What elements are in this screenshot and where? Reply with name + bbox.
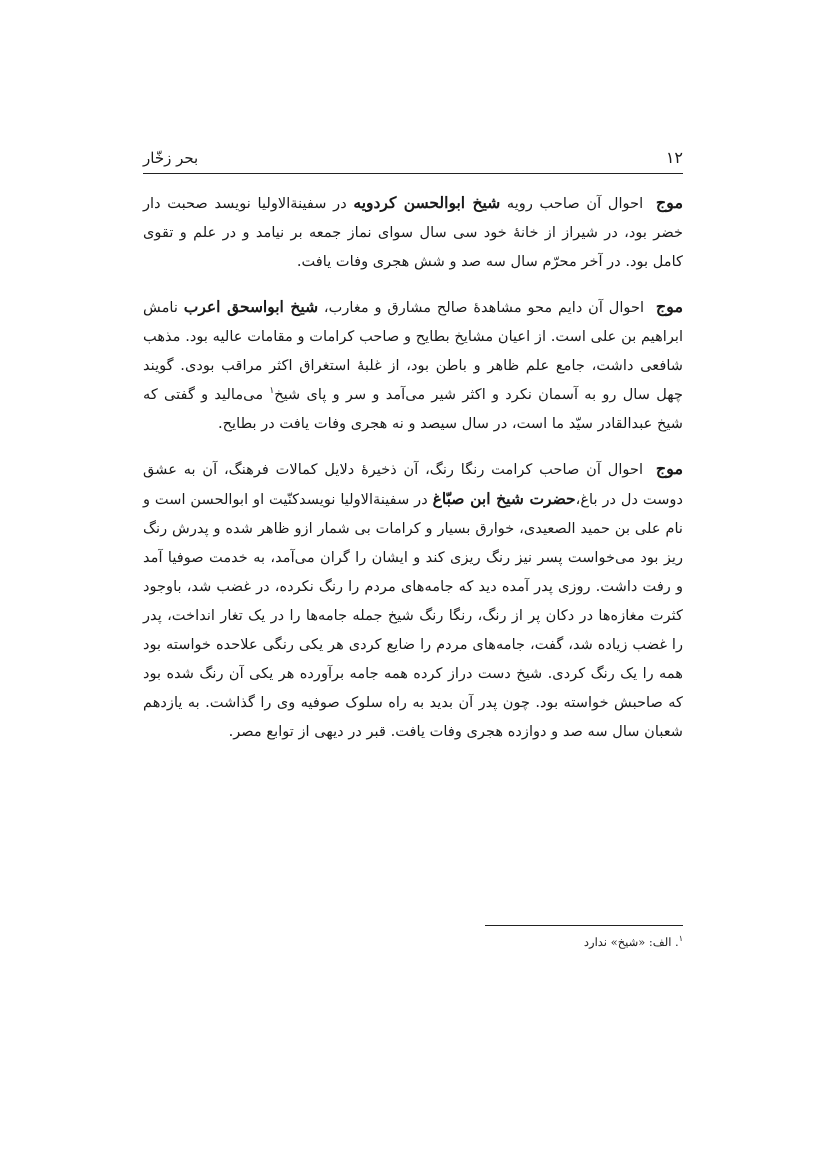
paragraph-1 [143,188,683,276]
page-number: ١٢ [665,148,683,167]
page [143,140,683,762]
paragraph-text: در سفینةالاولیا نویسد صحبت دار خضر بود، در شیراز از خانهٔ خود سی سال سوای نماز جمعه بر نیامد و در علم و تقوی کامل بود. در آخر محرّم سال سه صد و شش هجری وفات یافت. [143,195,683,270]
sheikh-name: شیخ ابواسحق اعرب [183,297,319,316]
paragraph-text: نامش ابراهیم بن علی است. از اعیان مشایخ بطایح و صاحب کرامات و مقامات عالیه بود. مذهب شافعی داشت، جامع علم ظاهر و باطن بود، از غلبهٔ استغراق اکثر مراقب بودی. گویند چهل سال رو به آسمان نکرد و اکثر شیر می‌آمد و سر و پای شیخ [143,299,684,403]
footnote-marker: ١ [269,386,275,397]
book-title: بحر زخّار [143,149,199,167]
footnote-separator [485,925,683,926]
paragraph-3 [143,454,683,746]
paragraph-text: احوال آن دایم محو مشاهدهٔ صالح مشارق و مغارب، [323,299,645,316]
paragraph-2 [143,292,683,438]
footnote [584,934,683,950]
footnote-text: . الف: «شیخ» ندارد [583,935,679,949]
paragraph-text: می‌مالید و گفتی که شیخ عبدالقادر سیّد ما است، در سال سیصد و نه هجری وفات یافت در بطایح. [143,386,683,432]
running-header [143,140,683,174]
sheikh-name: حضرت شیخ ابن صبّاغ [432,489,576,508]
main-text [143,188,683,746]
paragraph-heading: موج [655,193,684,212]
paragraph-text: احوال آن صاحب رویه [506,195,644,212]
paragraph-text: در سفینةالاولیا نویسدکنّیت او ابوالحسن است و نام علی بن حمید الصعیدی، خوارق بسیار و کرامات بی شمار ازو ظاهر شده و پدرش رنگ ریز بود می‌خواست پسر نیز رنگ ریزی کند و ایشان را گران می‌آمد، به خدمت صوفیا آمد و رفت داشت. روزی پدر آمده دید که جامه‌های مردم را رنگ نکرده، در غضب شد، باوجود کثرت مغازه‌ها در دکان پر از رنگ، رنگا رنگ شیخ جمله جامه‌ها را در یک تغار انداخت، پدر را غضب زیاده شد، گفت، جامه‌های مردم را ضایع کردی هر یکی رنگی علاحده خواسته بود همه را یک رنگ کردی. شیخ دست دراز کرده همه جامه برآورده هر یکی آن رنگ شده بود که صاحبش خواسته بود. چون پدر آن بدید به راه سلوک صوفیه وی را گذاشت. به یازدهم شعبان سال سه صد و دوازده هجری وفات یافت. قبر در دیهی از توابع مصر. [143,491,683,740]
paragraph-heading: موج [655,459,684,478]
paragraph-heading: موج [655,297,684,316]
paragraph-text: احوال آن صاحب کرامت رنگا رنگ، آن ذخیرهٔ دلایل کمالات فرهنگ، آن به عشق دوست دل در باغ، [143,461,683,508]
footnote-number: ١ [678,934,683,944]
sheikh-name: شیخ ابوالحسن کردویه [353,193,501,212]
